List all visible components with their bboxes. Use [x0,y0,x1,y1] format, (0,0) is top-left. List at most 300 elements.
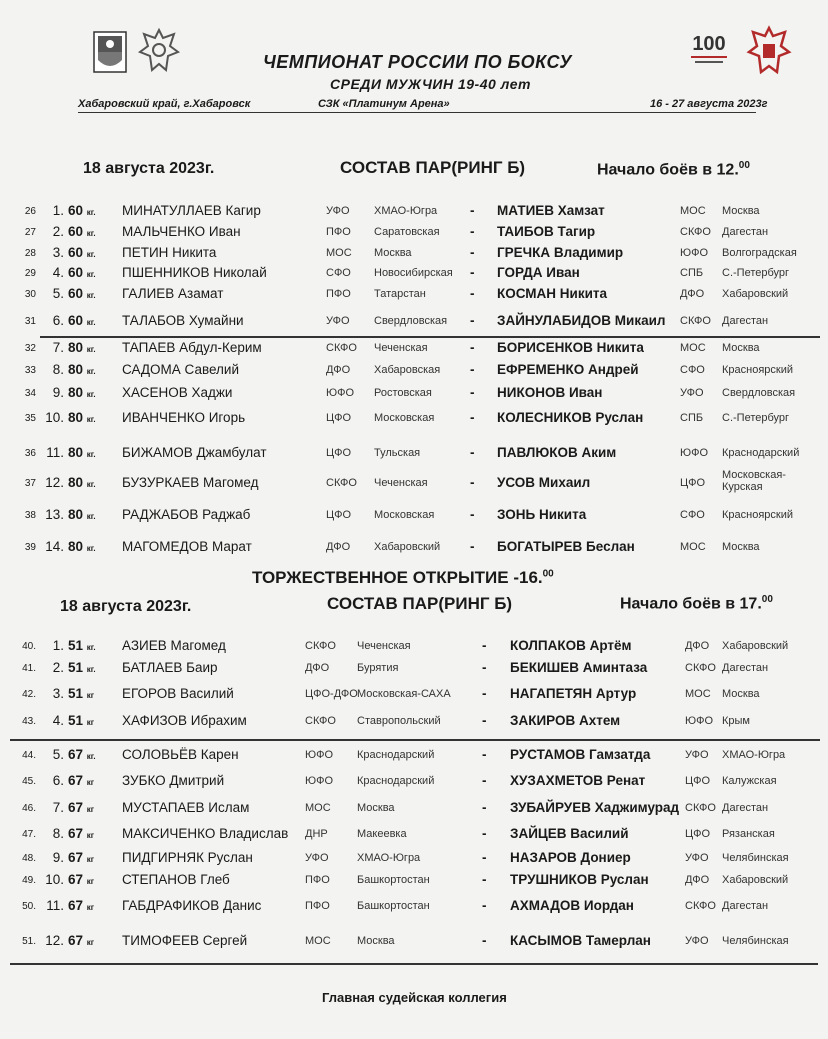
russia-eagle-right-icon [745,24,793,78]
bout-row [0,286,828,306]
weight-class [68,224,112,239]
weight-value: 80 [68,385,84,400]
bout-row [0,850,828,870]
weight-value: 80 [68,362,84,377]
boxer-red-district: ПФО [326,288,351,300]
boxer-red-name: ГАБДРАФИКОВ Данис [122,898,262,913]
boxer-red-district: ПФО [305,900,330,912]
weight-unit: кг. [86,345,96,354]
weight-unit: кг. [86,318,96,327]
session2-title: СОСТАВ ПАР(РИНГ Б) [327,594,513,613]
weight-unit: кг [86,855,95,864]
boxer-blue-region: Красноярский [722,364,794,376]
bout-number: 2. [52,224,64,239]
versus-dash: - [482,800,487,815]
boxer-blue-region: С.-Петербург [722,267,790,279]
boxer-blue-district: ЮФО [680,447,709,459]
weight-value: 80 [68,445,84,460]
bout-number: 2. [52,660,64,675]
boxer-red-name: МАЛЬЧЕНКО Иван [122,224,241,239]
opening-sup: 00 [542,568,554,580]
boxer-red-region: Ростовская [374,387,432,399]
bout-global-index: 39 [24,542,36,553]
boxer-red-region: Свердловская [374,315,448,327]
federation-100-text: 100 [692,33,726,55]
bout-global-index: 38 [24,510,36,521]
session1-start-sup: 00 [738,160,750,171]
boxer-red-region: Московская [374,509,435,521]
boxer-blue-district: ДФО [685,640,710,652]
boxer-red-region: Татарстан [374,288,426,300]
bout-global-index: 37 [24,478,36,489]
boxer-red-region: ХМАО-Югра [357,852,421,864]
bout-row [0,385,828,405]
session1-date: 18 августа 2023г. [83,160,215,177]
boxer-red-district: СКФО [326,477,357,489]
weight-class [68,245,112,260]
versus-dash: - [482,850,487,865]
boxer-blue-region: Дагестан [722,662,769,674]
versus-dash: - [470,340,475,355]
versus-dash: - [482,933,487,948]
boxer-red-region: Саратовская [374,226,440,238]
boxer-red-district: ДФО [326,364,351,376]
boxer-blue-name: НИКОНОВ Иван [497,385,603,400]
boxer-red-name: АЗИЕВ Магомед [122,638,226,653]
boxer-red-name: СОЛОВЬЁВ Карен [122,747,239,762]
boxer-red-name: САДОМА Савелий [122,362,239,377]
weight-class [68,686,112,701]
boxer-red-region: Хабаровский [374,541,441,553]
versus-dash: - [470,410,475,425]
bout-global-index: 45. [22,776,36,787]
bout-row [0,245,828,265]
weight-class [68,872,112,887]
boxer-blue-district: СКФО [685,802,716,814]
boxer-blue-region: Калужская [722,775,777,787]
weight-class [68,747,112,762]
boxer-blue-name: ТРУШНИКОВ Руслан [510,872,649,887]
bout-row [0,539,828,559]
bout-number: 4. [52,265,64,280]
boxer-blue-name: КАСЫМОВ Тамерлан [510,933,651,948]
boxer-red-name: МАКСИЧЕНКО Владислав [122,826,289,841]
weight-unit: кг. [86,643,96,652]
versus-dash: - [470,475,475,490]
bout-global-index: 26 [24,206,36,217]
weight-unit: кг. [86,665,96,674]
boxer-blue-district: УФО [685,935,709,947]
boxer-red-district: ЦФО [326,412,352,424]
bout-global-index: 27 [24,227,36,238]
versus-dash: - [470,286,475,301]
bout-global-index: 31 [24,316,36,327]
weight-unit: кг. [86,250,96,259]
weight-value: 51 [68,660,84,675]
bout-global-index: 28 [24,248,36,259]
bout-row [0,898,828,918]
bout-number: 14. [45,539,64,554]
boxer-red-region: Ставропольский [357,715,441,727]
versus-dash: - [482,686,487,701]
bout-number: 6. [52,773,64,788]
boxer-blue-name: МАТИЕВ Хамзат [497,203,605,218]
boxer-blue-region: Московская-Курская [722,469,786,493]
bout-number: 8. [52,362,64,377]
boxer-blue-district: ЦФО [685,775,711,787]
boxer-blue-district: СКФО [680,315,711,327]
boxer-blue-name: ТАИБОВ Тагир [497,224,596,239]
bout-row [0,872,828,892]
boxer-red-region: Москва [357,935,395,947]
boxer-red-name: ТАЛАБОВ Хумайни [122,313,244,328]
boxer-red-district: ЮФО [305,749,334,761]
session2-start [620,594,773,613]
weight-class [68,933,112,948]
boxer-red-name: ТАПАЕВ Абдул-Керим [122,340,262,355]
boxer-blue-district: СКФО [685,662,716,674]
bout-number: 6. [52,313,64,328]
weight-unit: кг [86,903,95,912]
boxer-blue-region: Волгоградская [722,247,797,259]
boxer-blue-district: СКФО [680,226,711,238]
versus-dash: - [470,362,475,377]
bout-row [0,203,828,223]
weight-value: 67 [68,826,84,841]
bout-number: 1. [52,203,64,218]
venue: СЗК «Платинум Арена» [318,98,450,110]
boxer-blue-region: Краснодарский [722,447,800,459]
bout-row [0,933,828,953]
boxer-blue-region: С.-Петербург [722,412,790,424]
boxer-red-district: ЮФО [305,775,334,787]
weight-value: 60 [68,286,84,301]
boxer-blue-name: УСОВ Михаил [497,475,591,490]
weight-value: 67 [68,747,84,762]
boxer-blue-district: УФО [685,749,709,761]
weight-class [68,265,112,280]
versus-dash: - [482,713,487,728]
weight-unit: кг. [86,752,96,761]
boxer-red-name: ПЕТИН Никита [122,245,217,260]
dates: 16 - 27 августа 2023г [650,98,768,110]
weight-class [68,286,112,301]
boxer-blue-region: Челябинская [722,935,789,947]
bout-number: 11. [46,445,64,460]
bout-row [0,747,828,767]
weight-value: 80 [68,410,84,425]
boxer-blue-district: ЮФО [680,247,709,259]
bout-global-index: 51. [22,936,36,947]
weight-value: 67 [68,773,84,788]
boxer-blue-name: ЗАКИРОВ Ахтем [510,713,621,728]
bout-global-index: 33 [24,365,36,376]
championship-title: ЧЕМПИОНАТ РОССИИ ПО БОКСУ [263,52,572,72]
boxer-red-name: ПИДГИРНЯК Руслан [122,850,253,865]
weight-value: 80 [68,475,84,490]
boxer-blue-name: ЕФРЕМЕНКО Андрей [497,362,639,377]
boxer-red-name: МАГОМЕДОВ Марат [122,539,252,554]
boxer-red-district: СФО [326,267,351,279]
weight-value: 60 [68,224,84,239]
weight-class [68,340,112,355]
opening-ceremony [252,568,554,588]
weight-value: 67 [68,933,84,948]
boxer-blue-district: ДФО [685,874,710,886]
bout-row [0,445,828,465]
boxer-red-region: Чеченская [374,342,428,354]
weight-value: 60 [68,265,84,280]
bout-global-index: 30 [24,289,36,300]
russia-eagle-icon [136,26,182,76]
versus-dash: - [470,313,475,328]
weight-value: 60 [68,313,84,328]
boxer-blue-region: Дагестан [722,226,769,238]
boxer-red-district: ЮФО [326,387,355,399]
bout-global-index: 48. [22,853,36,864]
weight-class [68,638,112,653]
bout-number: 8. [52,826,64,841]
versus-dash: - [470,224,475,239]
boxer-red-district: МОС [305,802,331,814]
boxer-blue-district: СПБ [680,412,704,424]
boxer-red-region: Чеченская [357,640,411,652]
versus-dash: - [482,898,487,913]
weight-value: 67 [68,850,84,865]
boxer-blue-name: КОЛЕСНИКОВ Руслан [497,410,644,425]
weight-class [68,713,112,728]
bout-global-index: 42. [22,689,36,700]
bout-global-index: 46. [22,803,36,814]
bout-row [0,507,828,527]
weight-value: 60 [68,245,84,260]
bout-number: 7. [52,340,64,355]
weight-value: 51 [68,638,84,653]
weight-class [68,800,112,815]
weight-class [68,898,112,913]
versus-dash: - [482,660,487,675]
boxer-blue-name: ХУЗАХМЕТОВ Ренат [510,773,646,788]
boxer-blue-name: НАГАПЕТЯН Артур [510,686,637,701]
versus-dash: - [482,747,487,762]
boxer-blue-name: ЗАЙЦЕВ Василий [510,826,629,841]
weight-value: 80 [68,507,84,522]
boxer-blue-district: СПБ [680,267,704,279]
weight-class [68,826,112,841]
boxer-red-name: ИВАНЧЕНКО Игорь [122,410,246,425]
boxer-blue-district: ЦФО [685,828,711,840]
boxer-blue-name: ЗАЙНУЛАБИДОВ Микаил [497,313,666,328]
boxer-blue-district: СФО [680,364,705,376]
weight-unit: кг [86,805,95,814]
weight-unit: кг. [86,291,96,300]
boxer-blue-name: ГОРДА Иван [497,265,580,280]
boxer-red-district: ДНР [305,828,328,840]
bout-global-index: 50. [22,901,36,912]
bout-global-index: 29 [24,268,36,279]
boxer-blue-region: Москва [722,205,760,217]
bout-row [0,362,828,382]
bout-row [0,826,828,846]
versus-dash: - [470,445,475,460]
signature-line: Главная судейская коллегия [322,990,507,1005]
boxer-blue-region: Дагестан [722,315,769,327]
weight-unit: кг. [86,390,96,399]
bout-number: 11. [46,898,64,913]
weight-value: 51 [68,713,84,728]
weight-unit: кг [86,691,95,700]
boxer-red-district: ЦФО-ДФО [305,688,358,700]
bout-row [0,713,828,733]
boxer-red-district: ЦФО [326,509,352,521]
boxer-red-name: ПШЕННИКОВ Николай [122,265,267,280]
weight-value: 67 [68,872,84,887]
boxer-red-region: Москва [374,247,412,259]
bout-number: 9. [52,850,64,865]
boxer-red-name: ХАСЕНОВ Хаджи [122,385,233,400]
weight-unit: кг. [86,480,96,489]
boxer-blue-region: Хабаровский [722,288,789,300]
bout-row [0,340,828,360]
weight-class [68,475,112,490]
bout-row [0,773,828,793]
session2-date: 18 августа 2023г. [60,598,192,615]
boxer-red-name: ЕГОРОВ Василий [122,686,234,701]
boxer-red-name: БУЗУРКАЕВ Магомед [122,475,259,490]
boxer-blue-district: МОС [680,205,706,217]
boxer-red-district: УФО [305,852,329,864]
boxer-red-district: СКФО [305,640,336,652]
boxer-red-district: ПФО [326,226,351,238]
bout-global-index: 34 [24,388,36,399]
weight-class [68,660,112,675]
boxer-blue-region: Свердловская [722,387,796,399]
boxer-red-region: Московская [374,412,435,424]
boxer-blue-region: Москва [722,688,760,700]
boxer-blue-region: Хабаровский [722,640,789,652]
boxer-red-name: МИНАТУЛЛАЕВ Кагир [122,203,261,218]
boxer-blue-name: РУСТАМОВ Гамзатда [510,747,651,762]
boxer-blue-region: ХМАО-Югра [722,749,786,761]
weight-unit: кг [86,877,95,886]
boxer-blue-district: ЦФО [680,477,706,489]
versus-dash: - [482,872,487,887]
boxer-blue-name: ПАВЛЮКОВ Аким [497,445,617,460]
session2-start-label: Начало боёв в 17. [620,595,762,613]
weight-value: 80 [68,539,84,554]
weight-unit: кг. [86,450,96,459]
bout-number: 10. [45,410,64,425]
boxer-blue-region: Дагестан [722,900,769,912]
boxer-red-region: ХМАО-Югра [374,205,438,217]
boxer-blue-region: Москва [722,342,760,354]
weight-unit: кг. [86,512,96,521]
boxer-blue-district: ЮФО [685,715,714,727]
opening-label: ТОРЖЕСТВЕННОЕ ОТКРЫТИЕ -16. [252,568,543,587]
bout-global-index: 44. [22,750,36,761]
boxer-red-name: СТЕПАНОВ Глеб [122,872,230,887]
session2-start-sup: 00 [761,594,773,605]
weight-class [68,313,112,328]
weight-value: 67 [68,800,84,815]
boxer-red-name: ХАФИЗОВ Ибрахим [122,713,247,728]
boxer-blue-region: Красноярский [722,509,794,521]
weight-class [68,362,112,377]
divider-60-80 [40,336,820,338]
bout-number: 9. [52,385,64,400]
versus-dash: - [482,826,487,841]
boxer-blue-district: МОС [680,541,706,553]
bout-row [0,800,828,820]
bout-row [0,313,828,333]
boxer-blue-district: УФО [685,852,709,864]
bout-number: 10. [45,872,64,887]
boxer-red-name: МУСТАПАЕВ Ислам [122,800,250,815]
versus-dash: - [482,638,487,653]
boxer-blue-region: Рязанская [722,828,775,840]
bout-number: 4. [52,713,64,728]
boxer-red-district: ДФО [305,662,330,674]
versus-dash: - [470,265,475,280]
session1-title: СОСТАВ ПАР(РИНГ Б) [340,158,526,177]
versus-dash: - [482,773,487,788]
weight-unit: кг. [86,544,96,553]
boxer-red-district: ДФО [326,541,351,553]
boxer-red-region: Новосибирская [374,267,453,279]
weight-value: 51 [68,686,84,701]
boxer-red-region: Московская-САХА [357,688,451,700]
weight-class [68,850,112,865]
bout-row [0,265,828,285]
weight-value: 80 [68,340,84,355]
boxer-blue-name: КОЛПАКОВ Артём [510,638,632,653]
bout-number: 3. [52,686,64,701]
boxer-blue-region: Москва [722,541,760,553]
boxer-blue-name: АХМАДОВ Иордан [510,898,634,913]
bout-global-index: 35 [24,413,36,424]
weight-class [68,539,112,554]
bout-number: 3. [52,245,64,260]
boxer-blue-region: Дагестан [722,802,769,814]
weight-unit: кг. [86,229,96,238]
versus-dash: - [470,245,475,260]
boxer-red-region: Бурятия [357,662,399,674]
boxer-blue-name: ГРЕЧКА Владимир [497,245,624,260]
session1-start-label: Начало боёв в 12. [597,161,739,179]
bout-number: 5. [52,286,64,301]
boxer-red-region: Чеченская [374,477,428,489]
weight-class [68,507,112,522]
bout-global-index: 36 [24,448,36,459]
bout-row [0,686,828,706]
boxer-red-name: РАДЖАБОВ Раджаб [122,507,251,522]
boxer-red-region: Башкортостан [357,900,430,912]
versus-dash: - [470,507,475,522]
boxer-red-region: Макеевка [357,828,407,840]
boxer-blue-name: БОГАТЫРЕВ Беслан [497,539,635,554]
boxer-blue-name: ЗОНЬ Никита [497,507,587,522]
bout-number: 5. [52,747,64,762]
boxer-red-name: ТИМОФЕЕВ Сергей [122,933,248,948]
boxer-red-district: СКФО [326,342,357,354]
boxer-red-district: ПФО [305,874,330,886]
bout-number: 7. [52,800,64,815]
boxer-blue-district: СКФО [685,900,716,912]
header-rule [78,112,756,113]
bout-global-index: 32 [24,343,36,354]
boxer-blue-district: СФО [680,509,705,521]
boxer-red-district: УФО [326,315,350,327]
